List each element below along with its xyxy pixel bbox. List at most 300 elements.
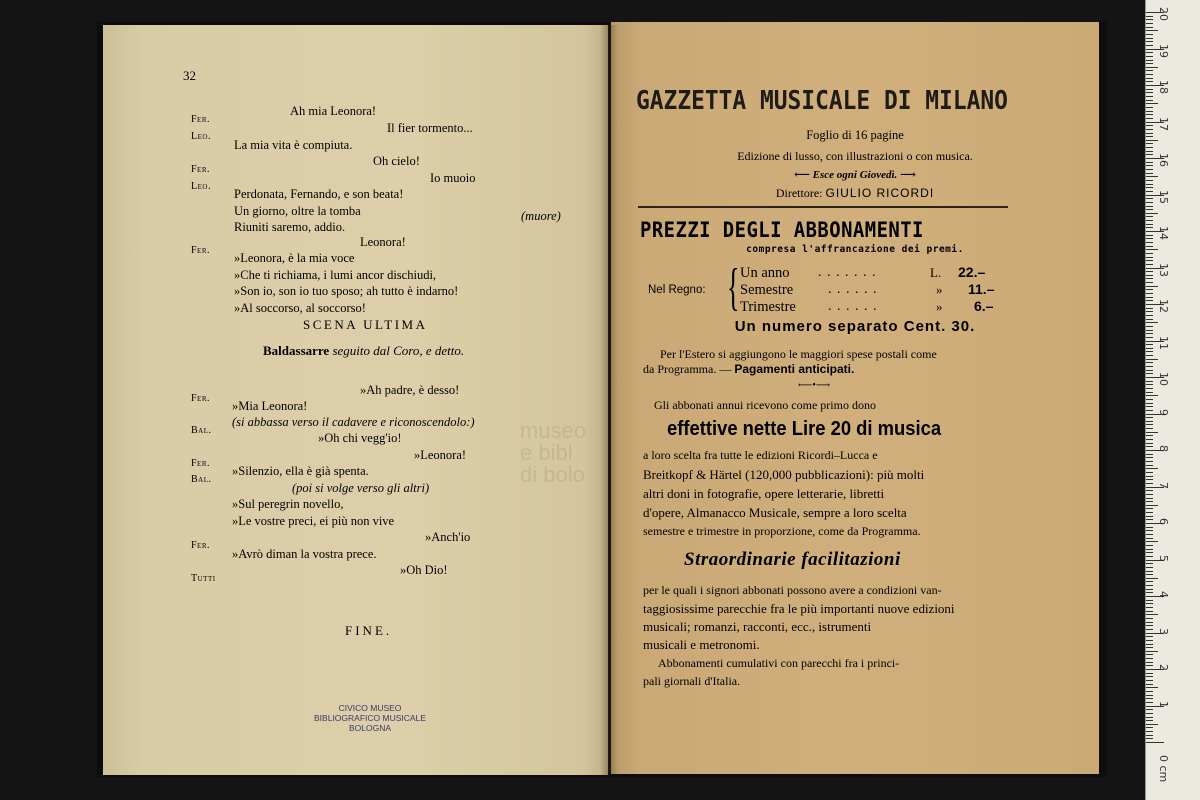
ruler-tick	[1146, 238, 1153, 239]
rate-dots: . . . . . .	[828, 282, 878, 297]
ruler-tick	[1146, 410, 1153, 411]
ruler-tick	[1146, 348, 1153, 349]
rate-label: Semestre	[740, 282, 794, 298]
ruler-tick	[1146, 665, 1153, 666]
ruler-tick	[1146, 508, 1153, 509]
ruler-tick	[1146, 52, 1153, 53]
ruler-tick	[1146, 308, 1153, 309]
ruler-tick	[1146, 315, 1153, 316]
ruler-tick	[1146, 70, 1153, 71]
ruler-tick	[1146, 578, 1158, 579]
ruler-tick	[1146, 30, 1158, 31]
ruler-tick	[1146, 333, 1153, 334]
ruler-number: 3	[1157, 627, 1170, 635]
ruler-tick	[1146, 545, 1153, 546]
rate-dots: . . . . . .	[828, 299, 878, 314]
ruler-tick	[1146, 140, 1158, 141]
ruler-tick	[1146, 286, 1158, 287]
ruler-tick	[1146, 344, 1153, 345]
ruler-tick	[1146, 118, 1153, 119]
ruler-number: 2	[1157, 664, 1170, 671]
ruler-tick	[1146, 264, 1153, 265]
ruler-tick	[1146, 184, 1153, 185]
ruler-tick	[1146, 611, 1153, 612]
ruler-tick	[1146, 549, 1153, 550]
gift-amount: effettive nette Lire 20 di musica	[667, 418, 942, 440]
ruler-tick	[1146, 235, 1153, 236]
dialogue-line: »Leonora, è la mia voce	[234, 251, 355, 265]
ruler-tick	[1146, 319, 1153, 320]
scene-subheading	[263, 343, 464, 359]
ornament: ⟵•⟶	[798, 380, 831, 391]
ruler-tick	[1146, 417, 1153, 418]
ruler-tick	[1146, 92, 1153, 93]
left-page	[103, 25, 608, 775]
ruler-tick	[1146, 89, 1153, 90]
ruler-tick	[1146, 738, 1153, 739]
ruler-tick	[1146, 253, 1153, 254]
ruler-tick	[1146, 129, 1153, 130]
ruler-number: 14	[1157, 226, 1170, 240]
dialogue-line: Perdonata, Fernando, e son beata!	[234, 187, 404, 201]
ruler-tick	[1146, 300, 1153, 301]
dialogue-line: »Son io, son io tuo sposo; ah tutto è indarno!	[234, 284, 459, 298]
dialogue-line: »Avrò diman la vostra prece.	[232, 547, 377, 561]
ruler-tick	[1146, 249, 1158, 250]
dialogue-line: »Leonora!	[414, 448, 467, 462]
ruler-tick	[1146, 724, 1158, 725]
ruler-tick	[1146, 552, 1153, 553]
ruler-tick	[1146, 640, 1153, 641]
ruler-tick	[1146, 695, 1153, 696]
ruler-tick	[1146, 56, 1153, 57]
gift-intro: Gli abbonati annui ricevono come primo dono	[654, 398, 876, 412]
rate-currency: »	[936, 299, 943, 314]
ruler-tick	[1146, 114, 1153, 115]
ruler-tick	[1146, 366, 1153, 367]
ruler-tick	[1146, 563, 1153, 564]
dialogue-line: Oh cielo!	[373, 154, 420, 168]
payment-advance: Pagamenti anticipati.	[734, 362, 855, 376]
dialogue-line: »Mia Leonora!	[232, 399, 308, 413]
cumulative-line-2: pali giornali d'Italia.	[643, 674, 741, 688]
ruler-tick	[1146, 443, 1153, 444]
ruler-number: 5	[1157, 554, 1170, 562]
ruler-unit: 0 cm	[1157, 755, 1170, 783]
ruler-tick	[1146, 326, 1153, 327]
ruler-tick	[1146, 691, 1153, 692]
ruler-tick	[1146, 676, 1153, 677]
ruler-tick	[1146, 505, 1158, 506]
ruler-tick	[1146, 381, 1153, 382]
ruler-tick	[1146, 395, 1158, 396]
ruler-tick	[1146, 278, 1153, 279]
ruler-tick	[1146, 165, 1153, 166]
ruler-tick	[1146, 202, 1153, 203]
ruler-tick	[1146, 731, 1153, 732]
dialogue-line: (poi si volge verso gli altri)	[292, 481, 430, 495]
ruler-number: 8	[1157, 445, 1170, 452]
ruler-tick	[1146, 567, 1153, 568]
ruler-tick	[1146, 581, 1153, 582]
ruler-number: 4	[1157, 591, 1170, 598]
ruler-tick	[1146, 538, 1153, 539]
ruler-tick	[1146, 483, 1153, 484]
ruler-tick	[1146, 213, 1158, 214]
ruler-tick	[1146, 647, 1153, 648]
body-line: a loro scelta fra tutte le edizioni Ricordi–Lucca e	[643, 448, 878, 462]
gazette-director	[611, 186, 1099, 201]
ruler-tick	[1146, 322, 1158, 323]
ruler-tick	[1146, 479, 1153, 480]
stamp-line: BOLOGNA	[348, 723, 392, 733]
ruler-tick	[1146, 311, 1153, 312]
ruler-tick	[1146, 78, 1153, 79]
dialogue-line: »Al soccorso, al soccorso!	[234, 301, 366, 315]
dialogue-line: »Silenzio, ella è già spenta.	[232, 464, 369, 478]
body-line: d'opere, Almanacco Musicale, sempre a loro scelta	[643, 505, 907, 520]
body-line: semestre e trimestre in proporzione, come da Programma.	[643, 524, 921, 538]
ruler-tick	[1146, 702, 1153, 703]
library-stamp	[310, 703, 430, 733]
rate-currency: L.	[930, 265, 942, 280]
ruler-tick	[1146, 592, 1153, 593]
ruler-tick	[1146, 472, 1153, 473]
ruler-tick	[1146, 275, 1153, 276]
dialogue-line: »Sul peregrin novello,	[232, 497, 344, 511]
ruler-tick	[1146, 684, 1153, 685]
ruler-tick	[1146, 629, 1153, 630]
ruler-tick	[1146, 282, 1153, 283]
ruler-tick	[1146, 406, 1153, 407]
ruler-tick	[1146, 516, 1153, 517]
dialogue-line: Leonora!	[360, 235, 406, 249]
ruler-tick	[1146, 169, 1153, 170]
rate-amount: 22.–	[958, 264, 986, 280]
watermark-line: museo	[520, 418, 587, 443]
rate-label: Trimestre	[740, 299, 796, 315]
ruler-tick	[1146, 698, 1153, 699]
ruler-tick	[1146, 720, 1153, 721]
ruler-tick	[1146, 198, 1153, 199]
ruler-tick	[1146, 625, 1153, 626]
ruler-tick	[1146, 658, 1153, 659]
weekly-text: Esce ogni Giovedì.	[812, 169, 898, 181]
prices-heading: PREZZI DEGLI ABBONAMENTI	[640, 218, 924, 242]
ruler-number: 1	[1157, 700, 1170, 708]
ruler-tick	[1146, 424, 1153, 425]
ruler-tick	[1146, 644, 1153, 645]
ruler-tick	[1146, 103, 1158, 104]
ruler-tick	[1146, 227, 1153, 228]
ruler-tick	[1146, 246, 1153, 247]
speaker-label: Fer.	[191, 164, 211, 175]
ruler-tick	[1146, 673, 1153, 674]
ruler-tick	[1146, 362, 1153, 363]
speaker-label: Bal.	[191, 474, 212, 485]
dialogue-line: Riuniti saremo, addio.	[234, 220, 346, 234]
ruler-tick	[1146, 136, 1153, 137]
ruler-number: 9	[1157, 408, 1170, 416]
ruler-tick	[1146, 589, 1153, 590]
ruler-tick	[1146, 428, 1153, 429]
ruler-tick	[1146, 654, 1153, 655]
fine-label: FINE.	[345, 623, 393, 638]
body-line: Breitkopf & Härtel (120,000 pubblicazioni): più molti	[643, 467, 925, 482]
ruler-tick	[1146, 355, 1153, 356]
ruler-number: 11	[1157, 335, 1170, 350]
ruler-tick	[1146, 19, 1153, 20]
ruler-tick	[1146, 603, 1153, 604]
speaker-label: Fer.	[191, 540, 211, 551]
ruler-tick	[1146, 359, 1158, 360]
ruler-tick	[1146, 388, 1153, 389]
ruler-tick	[1146, 143, 1153, 144]
ruler-tick	[1146, 133, 1153, 134]
estero-text: da Programma. —	[643, 362, 735, 376]
speaker-label: Fer.	[191, 458, 211, 469]
ruler-tick	[1146, 242, 1153, 243]
ruler-tick	[1146, 614, 1158, 615]
dialogue-line: »Ah padre, è desso!	[360, 383, 460, 397]
ruler-tick	[1146, 709, 1153, 710]
ruler-tick	[1146, 454, 1153, 455]
ruler-tick	[1146, 607, 1153, 608]
ruler-tick	[1146, 421, 1153, 422]
ruler-tick	[1146, 465, 1153, 466]
ruler-tick	[1146, 461, 1153, 462]
watermark-line: e bibl	[520, 440, 573, 465]
ruler-tick	[1146, 399, 1153, 400]
speaker-label: Leo.	[191, 131, 211, 142]
ruler-number: 19	[1157, 43, 1170, 58]
ruler-tick	[1146, 260, 1153, 261]
estero-line-1: Per l'Estero si aggiungono le maggiori spese postali come	[660, 347, 937, 361]
ruler-tick	[1146, 41, 1153, 42]
dialogue-line: »Le vostre preci, ei più non vive	[232, 514, 395, 528]
ruler-tick	[1146, 154, 1153, 155]
ruler-tick	[1146, 636, 1153, 637]
rate-amount: 11.–	[968, 281, 995, 297]
ruler-tick	[1146, 476, 1153, 477]
ruler-number: 15	[1157, 189, 1170, 204]
ruler-tick	[1146, 206, 1153, 207]
ruler-tick	[1146, 468, 1158, 469]
ruler-tick	[1146, 271, 1153, 272]
ruler-tick	[1146, 439, 1153, 440]
speaker-label: Fer.	[191, 393, 211, 404]
ruler-tick	[1146, 289, 1153, 290]
ruler-tick	[1146, 63, 1153, 64]
rate-label: Un anno	[740, 265, 790, 281]
ruler-tick	[1146, 351, 1153, 352]
ruler-tick	[1146, 216, 1153, 217]
rate-amount: 6.–	[974, 298, 994, 314]
rate-dots: . . . . . . .	[818, 265, 877, 280]
ruler-tick	[1146, 180, 1153, 181]
ruler-tick	[1146, 432, 1158, 433]
ruler-tick	[1146, 373, 1153, 374]
regno-label: Nel Regno:	[648, 284, 706, 296]
dialogue-line: Un giorno, oltre la tomba	[234, 204, 361, 218]
watermark-line: di bolo	[520, 462, 585, 487]
ruler-number: 12	[1157, 299, 1170, 313]
ruler-tick	[1146, 67, 1158, 68]
ruler-tick	[1146, 574, 1153, 575]
ruler-tick	[1146, 107, 1153, 108]
ruler-tick	[1146, 687, 1158, 688]
rate-currency: »	[936, 282, 943, 297]
ruler-tick	[1146, 435, 1153, 436]
ruler-tick	[1146, 147, 1153, 148]
gazette-title: GAZZETTA MUSICALE DI MILANO	[636, 86, 1008, 116]
ruler-tick	[1146, 680, 1153, 681]
ruler-tick	[1146, 534, 1153, 535]
ruler-tick	[1146, 622, 1153, 623]
director-label: Direttore:	[775, 186, 823, 200]
ruler-tick	[1146, 220, 1153, 221]
ruler-tick	[1146, 23, 1153, 24]
ruler-tick	[1146, 38, 1153, 39]
stamp-line: CIVICO MUSEO	[338, 703, 402, 713]
ruler-tick	[1146, 446, 1153, 447]
ruler-tick	[1146, 618, 1153, 619]
ruler-tick	[1146, 530, 1153, 531]
ruler-number: 17	[1157, 116, 1170, 131]
ruler-tick	[1146, 556, 1153, 557]
ruler-tick	[1146, 541, 1158, 542]
ruler-tick	[1146, 187, 1153, 188]
prices-subheading: compresa l'affrancazione dei premi.	[746, 244, 964, 255]
ruler-tick	[1146, 512, 1153, 513]
scene-character-name: Baldassarre	[263, 343, 330, 358]
ruler-tick	[1146, 191, 1153, 192]
dialogue-line: Io muoio	[430, 171, 476, 185]
ruler-tick	[1146, 293, 1153, 294]
gazette-weekly: ⟵ Esce ogni Giovedì. ⟶	[794, 169, 916, 181]
ruler-tick	[1146, 16, 1153, 17]
ruler-tick	[1146, 176, 1158, 177]
ruler-tick	[1146, 74, 1153, 75]
ruler-tick	[1146, 490, 1153, 491]
dialogue-line: »Oh Dio!	[400, 563, 448, 577]
measurement-ruler	[1145, 0, 1200, 800]
speaker-label: Fer.	[191, 245, 211, 256]
ruler-tick	[1146, 571, 1153, 572]
dialogue-line: Il fier tormento...	[387, 121, 473, 135]
stamp-line: BIBLIOGRAFICO MUSICALE	[314, 713, 426, 723]
speaker-label: Leo.	[191, 181, 211, 192]
director-name: GIULIO RICORDI	[825, 186, 935, 200]
cumulative-line-1: Abbonamenti cumulativi con parecchi fra i princi-	[658, 656, 900, 670]
dialogue-line: (si abbassa verso il cadavere e riconoscendolo:)	[232, 415, 475, 429]
special-line: musicali e metronomi.	[643, 637, 760, 652]
special-heading: Straordinarie facilitazioni	[684, 549, 901, 570]
speaker-label: Fer.	[191, 114, 211, 125]
ruler-tick	[1146, 257, 1153, 258]
ruler-tick	[1146, 403, 1153, 404]
ruler-tick	[1146, 224, 1153, 225]
ruler-tick	[1146, 337, 1153, 338]
single-issue-price: Un numero separato Cent. 30.	[734, 318, 976, 335]
ruler-tick	[1146, 384, 1153, 385]
ruler-tick	[1146, 100, 1153, 101]
ruler-number: 18	[1157, 80, 1170, 94]
ruler-tick	[1146, 81, 1153, 82]
divider-rule	[638, 206, 1008, 208]
ruler-number: 7	[1157, 481, 1170, 489]
watermark	[520, 420, 586, 486]
dialogue-line: Ah mia Leonora!	[290, 104, 377, 118]
ruler-tick	[1146, 600, 1153, 601]
ruler-tick	[1146, 297, 1153, 298]
ruler-tick	[1146, 742, 1164, 743]
scene-heading: SCENA ULTIMA	[303, 317, 428, 332]
ruler-tick	[1146, 501, 1153, 502]
ruler-tick	[1146, 370, 1153, 371]
ruler-tick	[1146, 735, 1153, 736]
special-line: taggiosissime parecchie fra le più importanti nuove edizioni	[643, 601, 955, 616]
special-line: musicali; romanzi, racconti, ecc., istrumenti	[643, 619, 872, 634]
ruler-tick	[1146, 713, 1153, 714]
ruler-tick	[1146, 45, 1153, 46]
ruler-tick	[1146, 585, 1153, 586]
dialogue-line: »Che ti richiama, i lumi ancor dischiudi,	[234, 268, 437, 282]
ruler-tick	[1146, 519, 1153, 520]
ruler-tick	[1146, 151, 1153, 152]
ruler-number: 16	[1157, 153, 1170, 167]
ruler-tick	[1146, 651, 1158, 652]
dialogue-line: »Oh chi vegg'io!	[318, 431, 402, 445]
ruler-tick	[1146, 60, 1153, 61]
ruler-tick	[1146, 34, 1153, 35]
dialogue-line: La mia vita è compiuta.	[234, 138, 353, 152]
ruler-tick	[1146, 111, 1153, 112]
rates-brace: {	[727, 259, 740, 316]
ruler-tick	[1146, 392, 1153, 393]
dialogue-line: »Anch'io	[425, 530, 471, 544]
ruler-number: 13	[1157, 262, 1170, 277]
speaker-label: Tutti	[191, 573, 216, 584]
body-line: altri doni in fotografie, opere letterarie, libretti	[643, 486, 885, 501]
ruler-tick	[1146, 494, 1153, 495]
ruler-tick	[1146, 173, 1153, 174]
estero-line-2	[643, 362, 854, 377]
ruler-tick	[1146, 330, 1153, 331]
gazette-edition: Edizione di lusso, con illustrazioni o con musica.	[737, 149, 973, 163]
ruler-number: 6	[1157, 518, 1170, 525]
ruler-tick	[1146, 96, 1153, 97]
ruler-tick	[1146, 27, 1153, 28]
ruler-tick	[1146, 527, 1153, 528]
ruler-tick	[1146, 125, 1153, 126]
stage-direction-muore: (muore)	[521, 209, 561, 223]
ruler-tick	[1146, 717, 1153, 718]
ruler-tick	[1146, 162, 1153, 163]
speaker-label: Bal.	[191, 425, 212, 436]
ruler-number: 10	[1157, 372, 1170, 386]
ruler-number: 20	[1157, 7, 1170, 21]
gazette-subtitle: Foglio di 16 pagine	[806, 128, 904, 142]
ruler-tick	[1146, 457, 1153, 458]
ruler-tick	[1146, 662, 1153, 663]
special-line: per le quali i signori abbonati possono avere a condizioni van-	[643, 583, 942, 597]
ruler-tick	[1146, 209, 1153, 210]
scene-description: seguito dal Coro, e detto.	[332, 343, 465, 358]
ruler-tick	[1146, 727, 1153, 728]
page-number: 32	[183, 68, 196, 83]
ruler-tick	[1146, 498, 1153, 499]
